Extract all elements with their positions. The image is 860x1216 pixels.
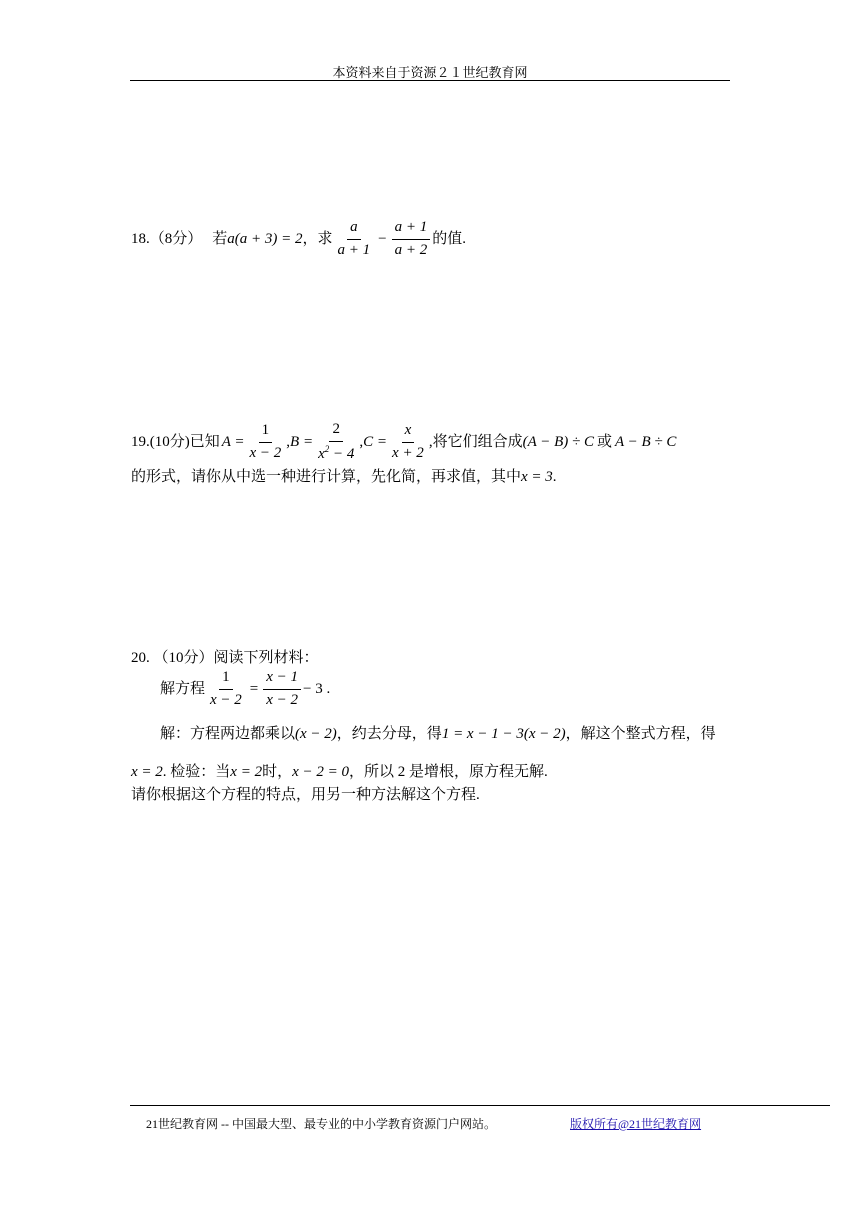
q20-fraction-left [207,670,245,709]
header-divider [130,80,730,81]
q20-sol-text-a: 解：方程两边都乘以 [160,726,296,742]
page-header-text: 本资料来自于资源２１世纪教育网 [332,65,528,80]
q18-qiu: ，求 [302,230,333,247]
q20-l2-text-b: 时， [262,764,293,780]
q19-combine-text: ,将它们组合成 [428,433,523,450]
q19-A-numerator: 1 [259,423,273,443]
footer-copyright-link[interactable]: 版权所有@21世纪教育网 [570,1117,702,1131]
q19-expression-2: A − B ÷ C [615,433,677,450]
footer-divider [130,1105,830,1106]
q18-fraction-2 [392,220,431,259]
q18-minus: − [378,230,387,247]
q20-sol-math-2: 1 = x − 1 − 3(x − 2) [441,726,566,742]
q20-right-denominator: x − 2 [266,691,299,708]
q19-sep-1: , [286,433,291,450]
q20-l2-math-2: x = 2 [230,764,263,780]
q19-line2-end: . [552,469,557,485]
q20-equation-line [160,670,330,709]
q20-fraction-right [263,670,301,709]
q20-solve-text: 解方程 [160,680,206,697]
q18-ruo: 若 [212,230,228,247]
question-20-label: 20. （10分）阅读下列材料： [131,650,319,666]
q20-sol-text-c: ，解这个整式方程，得 [565,726,716,742]
q20-sol-text-b: ，约去分母，得 [336,726,442,742]
q18-frac2-denominator: a + 2 [394,241,428,258]
q18-label: 18.（8分） [131,230,203,247]
q18-tail: 的值. [432,230,467,247]
q19-C-denominator: x + 2 [392,444,424,461]
q19-fraction-A [247,423,285,462]
question-19-line-1 [131,422,676,463]
q20-equals: = [249,680,259,697]
q19-label: 19.(10分)已知 [131,433,220,450]
q20-eq-tail: − 3 . [303,680,331,697]
q18-frac2-numerator: a + 1 [392,220,431,240]
q19-B-lhs: B = [290,433,314,450]
footer-site-description: 21世纪教育网 -- 中国最大型、最专业的中小学教育资源门户网站。 [146,1117,496,1131]
q20-right-numerator: x − 1 [263,670,301,690]
q19-C-lhs: C = [363,433,388,450]
q20-l2-math-3: x − 2 = 0 [292,764,349,780]
q20-left-denominator: x − 2 [210,691,242,708]
q19-A-lhs: A = [221,433,245,450]
q19-fraction-B [315,422,357,463]
q19-A-denominator: x − 2 [249,444,282,461]
q18-frac1-denominator: a + 1 [337,241,371,258]
q19-sep-2: , [359,433,364,450]
q20-left-numerator: 1 [219,670,233,690]
q19-line2-text: 的形式，请你从中选一种进行计算，先化简，再求值，其中 [131,469,522,485]
q19-or: 或 [596,433,612,450]
q18-condition: a(a + 3) = 2 [227,230,303,247]
q19-expression-1: (A − B) ÷ C [522,433,594,450]
q19-B-numerator: 2 [329,422,343,442]
q19-C-numerator: x [402,423,415,443]
q20-sol-math-1: (x − 2) [295,726,337,742]
q20-solution-line-2 [131,765,548,780]
q19-line2-math: x = 3 [521,469,553,485]
q20-instruction: 请你根据这个方程的特点，用另一种方法解这个方程. [131,787,480,803]
question-18 [131,220,466,259]
q19-fraction-C [389,423,427,462]
q18-frac1-numerator: a [347,220,361,240]
q20-l2-text-a: . 检验：当 [162,764,231,780]
q20-l2-text-c: ，所以 2 是增根，原方程无解. [349,764,548,780]
question-19-line-2 [131,470,557,485]
q20-solution-line-1 [160,727,716,742]
q20-l2-math-1: x = 2 [131,764,163,780]
q18-fraction-1 [335,220,374,259]
q19-B-denominator: $x^2 - 4$ [318,443,355,462]
